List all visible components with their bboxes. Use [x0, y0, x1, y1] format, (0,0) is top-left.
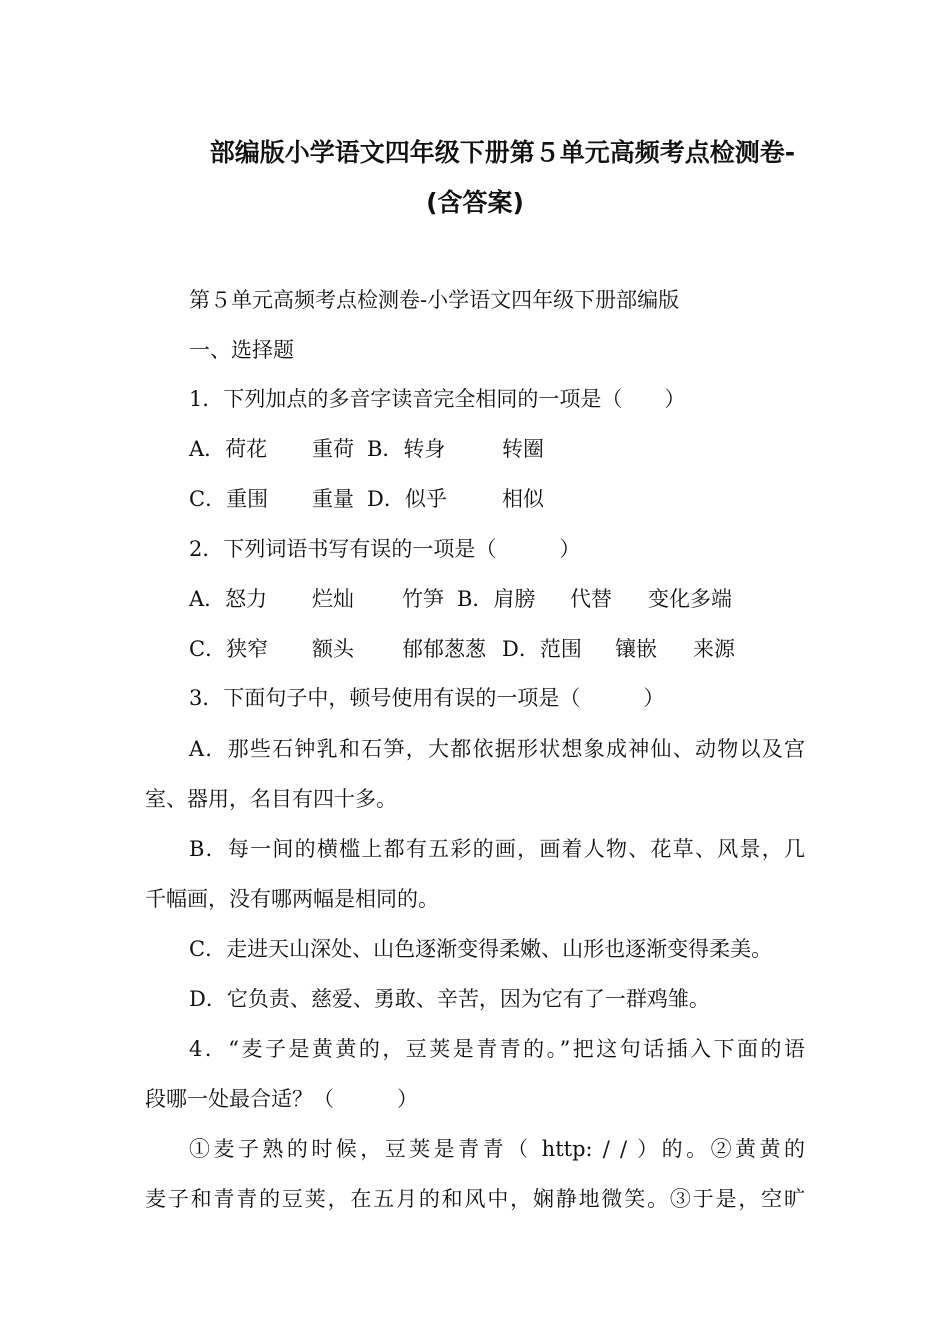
q4-passage-line-1: ①麦子熟的时候，豆荚是青青（ http: / / ）的。②黄黄的: [189, 1137, 805, 1161]
q1-option-d-word2: 相似: [502, 487, 544, 511]
q2-option-b-word2: 代替: [570, 587, 612, 611]
q2-option-b-word3: 变化多端: [648, 587, 732, 611]
q1-options-row-1: [189, 434, 544, 464]
q1-option-a-word2: 重荷: [312, 437, 354, 461]
q3-option-b-line-2: 千幅画，没有哪两幅是相同的。: [145, 887, 439, 911]
q2-option-a-word2: 烂灿: [312, 587, 354, 611]
q2-option-c-word2: 额头: [312, 637, 354, 661]
q2-option-d-word3: 来源: [693, 637, 735, 661]
q4-stem-line-2: 段哪一处最合适？（ ）: [145, 1087, 418, 1111]
q2-option-a: A．怒力: [189, 587, 268, 611]
q3-option-c: C．走进天山深处、山色逐渐变得柔嫩、山形也逐渐变得柔美。: [189, 937, 773, 961]
q1-stem: 1．下列加点的多音字读音完全相同的一项是（ ）: [189, 387, 686, 411]
document-title-line-1: 部编版小学语文四年级下册第５单元高频考点检测卷-: [209, 138, 796, 167]
q3-stem: 3．下面句子中，顿号使用有误的一项是（ ）: [189, 686, 665, 710]
q2-option-c-word3: 郁郁葱葱: [402, 637, 486, 661]
q1-option-b-word2: 转圈: [502, 437, 544, 461]
q2-option-a-word3: 竹笋: [402, 587, 444, 611]
q1-option-b: B．转身: [367, 437, 446, 461]
q4-passage-line-2: 麦子和青青的豆荚，在五月的和风中，娴静地微笑。③于是，空旷: [145, 1187, 805, 1211]
q2-options-row-2: [189, 634, 735, 664]
q2-option-d-word2: 镶嵌: [615, 637, 657, 661]
q4-stem-line-1: 4．“麦子是黄黄的，豆荚是青青的。”把这句话插入下面的语: [189, 1037, 805, 1061]
q2-options-row-1: [189, 584, 732, 614]
section-heading: 一、选择题: [189, 338, 294, 362]
q1-options-row-2: [189, 484, 544, 514]
exam-subtitle: 第５单元高频考点检测卷-小学语文四年级下册部编版: [189, 288, 680, 312]
q1-option-c-word2: 重量: [312, 487, 354, 511]
document-title-line-2: (含答案): [426, 188, 524, 217]
q1-option-c: C．重围: [189, 487, 269, 511]
q3-option-a-line-2: 室、器用，名目有四十多。: [145, 787, 397, 811]
q3-option-d: D．它负责、慈爱、勇敢、辛苦，因为它有了一群鸡雏。: [189, 987, 710, 1011]
q3-option-a-line-1: A．那些石钟乳和石笋，大都依据形状想象成神仙、动物以及宫: [189, 737, 805, 761]
q2-stem: 2．下列词语书写有误的一项是（ ）: [189, 537, 581, 561]
q1-option-d: D．似乎: [367, 487, 447, 511]
q2-option-c: C．狭窄: [189, 637, 269, 661]
q1-option-a: A．荷花: [189, 437, 268, 461]
q2-option-d: D．范围: [502, 637, 582, 661]
q2-option-b: B．肩膀: [457, 587, 536, 611]
q3-option-b-line-1: B．每一间的横槛上都有五彩的画，画着人物、花草、风景，几: [189, 837, 805, 861]
